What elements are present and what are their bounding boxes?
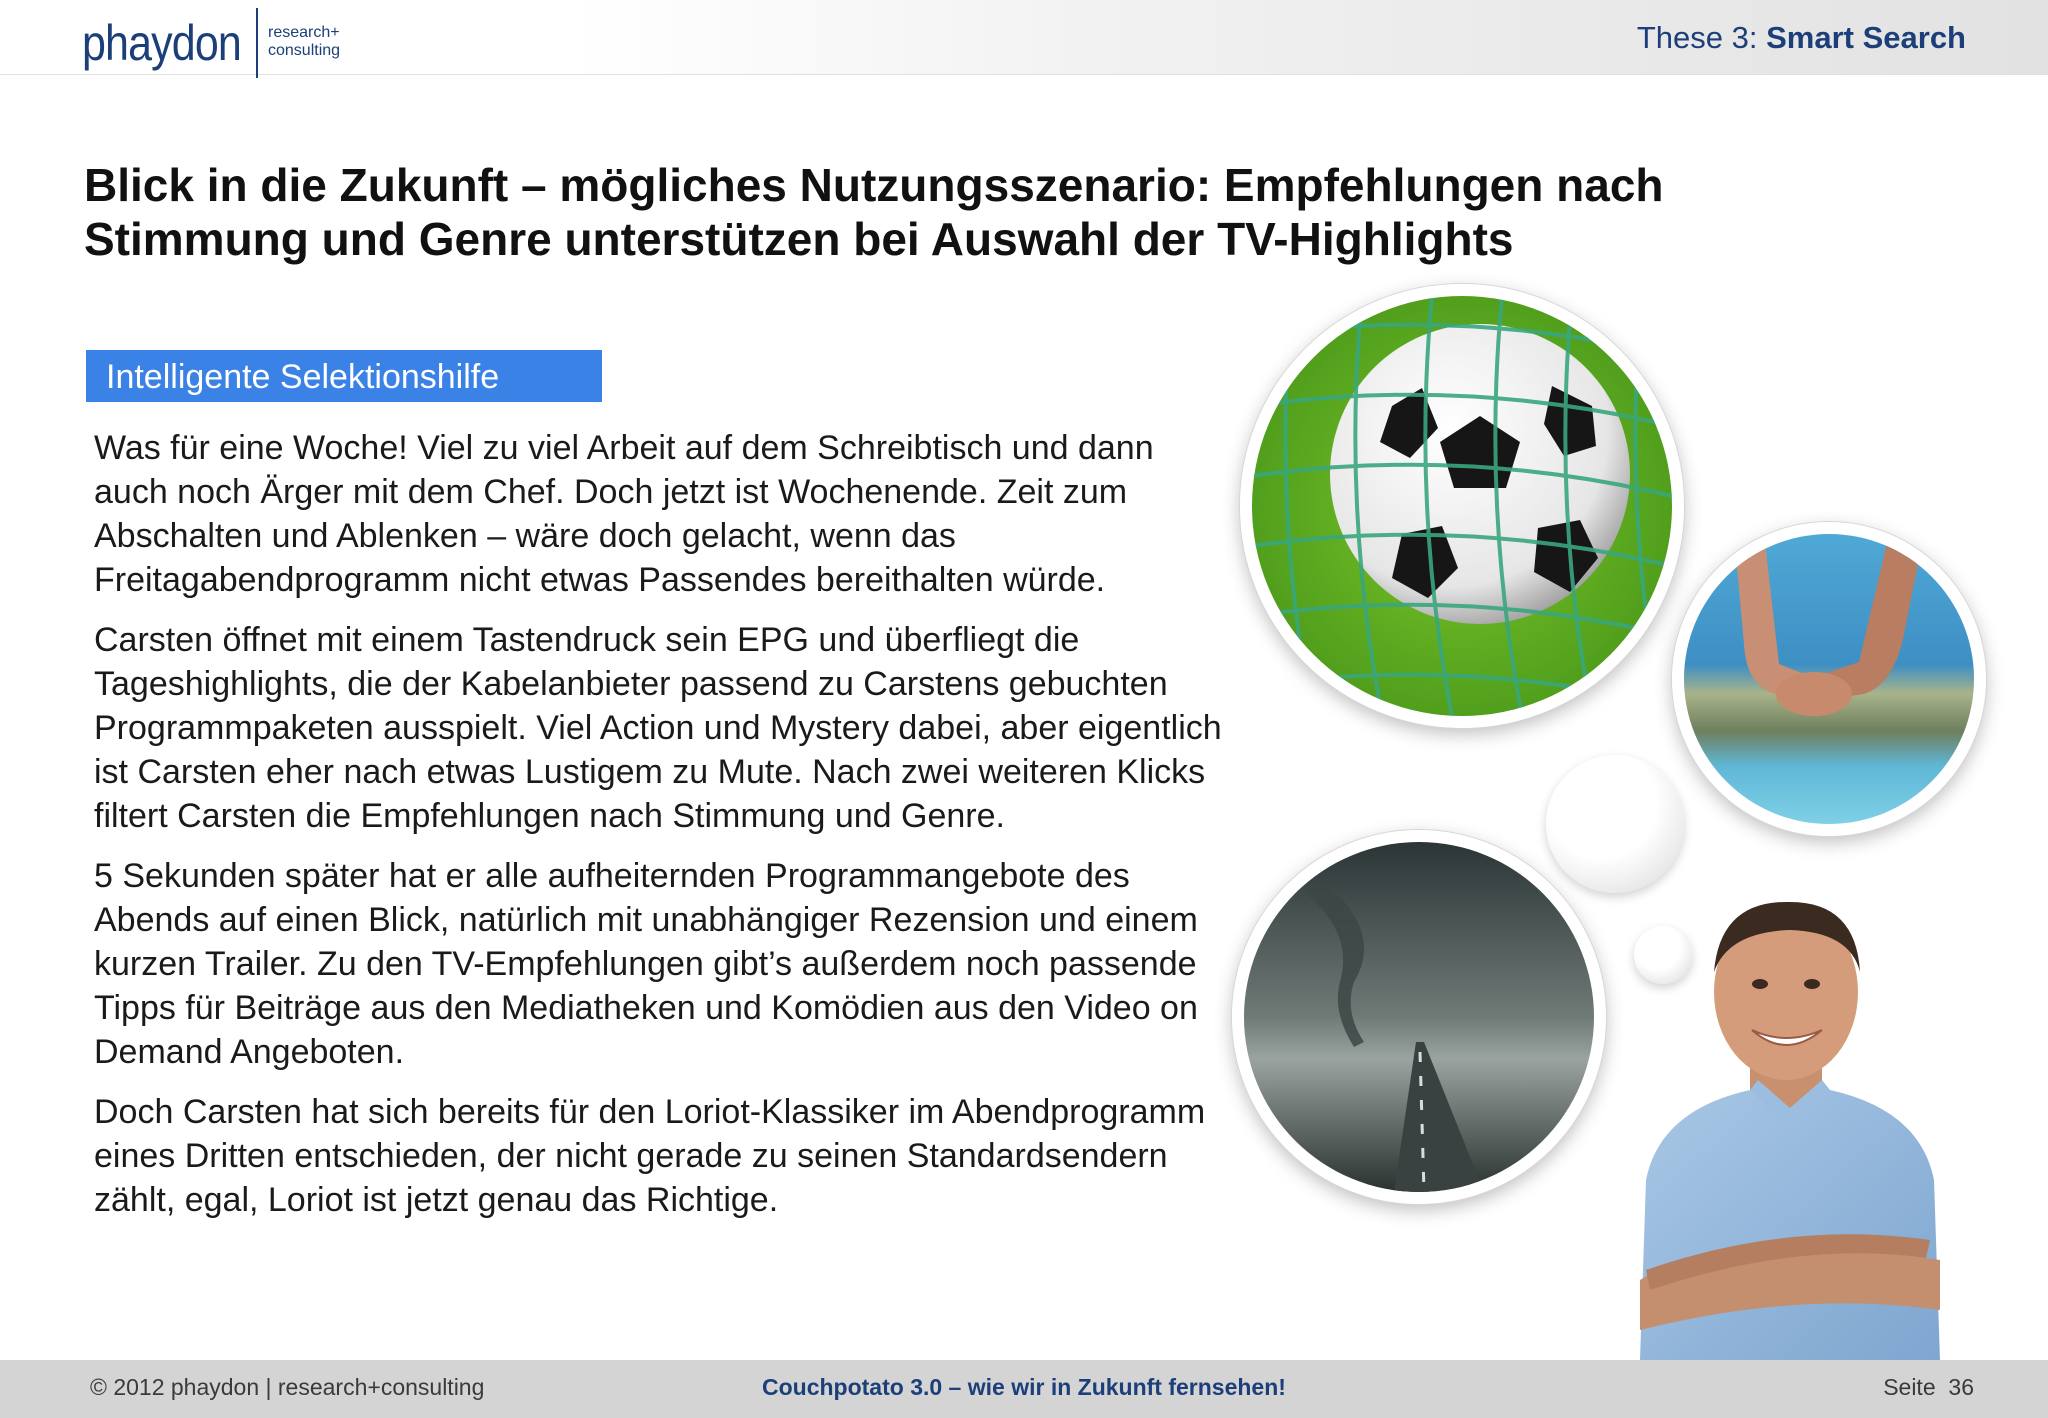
paragraph-2: Carsten öffnet mit einem Tastendruck sein EPG und überfliegt die Tageshighlights, die der Kabelanbieter passend zu Carstens gebuchten Programmpaketen ausspielt. Viel Action und Mystery dabei, aber eigentlich ist Carsten eher nach etwas Lustigem zu Mute. Nach zwei weiteren Klicks filtert Carsten die Empfehlungen nach Stimmung und Genre. — [94, 621, 1222, 835]
tornado-road-illustration — [1244, 842, 1594, 1192]
section-label — [1637, 20, 1966, 56]
soccer-ball-illustration — [1252, 296, 1672, 716]
presentation-title: Couchpotato 3.0 – wie wir in Zukunft fernsehen! — [762, 1374, 1286, 1400]
man-arms-crossed-illustration — [1600, 880, 1980, 1360]
soccer-ball-image — [1240, 284, 1684, 728]
smiling-man-image — [1600, 880, 1980, 1360]
copyright-text: © 2012 phaydon | research+consulting — [90, 1374, 485, 1400]
page-label: Seite — [1883, 1374, 1936, 1400]
page-number: 36 — [1948, 1374, 1974, 1400]
section-name: Smart Search — [1766, 20, 1966, 55]
slide-title — [84, 158, 1884, 266]
slide-title-line1: Blick in die Zukunft – mögliches Nutzungsszenario: Empfehlungen nach — [84, 159, 1664, 211]
holding-hands-image — [1672, 522, 1986, 836]
slide-header — [0, 0, 2048, 75]
paragraph-1: Was für eine Woche! Viel zu viel Arbeit auf dem Schreibtisch und dann auch noch Ärger mit dem Chef. Doch jetzt ist Wochenende. Zeit zum Abschalten und Ablenken – wäre doch gelacht, wenn das Freitagabendprogramm nicht etwas Passendes bereithalten würde. — [94, 429, 1154, 599]
page-indicator — [1883, 1374, 1974, 1401]
scenario-text — [94, 426, 1224, 1238]
slide-title-line2: Stimmung und Genre unterstützen bei Auswahl der TV-Highlights — [84, 213, 1514, 265]
logo-wordmark: phaydon — [82, 15, 241, 71]
paragraph-3: 5 Sekunden später hat er alle aufheiternden Programmangebote des Abends auf einen Blick, natürlich mit unabhängiger Rezension und einem kurzen Trailer. Zu den TV-Empfehlungen gibt’s außerdem noch passende Tipps für Beiträge aus den Mediatheken und Komödien aus den Video on Demand Angeboten. — [94, 857, 1198, 1071]
logo-tagline — [268, 24, 340, 60]
tornado-road-image — [1232, 830, 1606, 1204]
slide-footer — [0, 1360, 2048, 1418]
thought-bubble-large — [1546, 755, 1684, 893]
section-tag — [86, 350, 602, 402]
holding-hands-illustration — [1684, 534, 1974, 824]
logo-tagline-line2: consulting — [268, 42, 341, 59]
logo-divider — [256, 8, 258, 78]
paragraph-4: Doch Carsten hat sich bereits für den Loriot-Klassiker im Abendprogramm eines Dritten entschieden, der nicht gerade zu seinen Standardsendern zählt, egal, Loriot ist jetzt genau das Richtige. — [94, 1093, 1206, 1219]
section-tag-label: Intelligente Selektionshilfe — [106, 358, 500, 396]
logo-tagline-line1: research+ — [268, 24, 340, 41]
section-prefix: These 3: — [1636, 20, 1767, 55]
